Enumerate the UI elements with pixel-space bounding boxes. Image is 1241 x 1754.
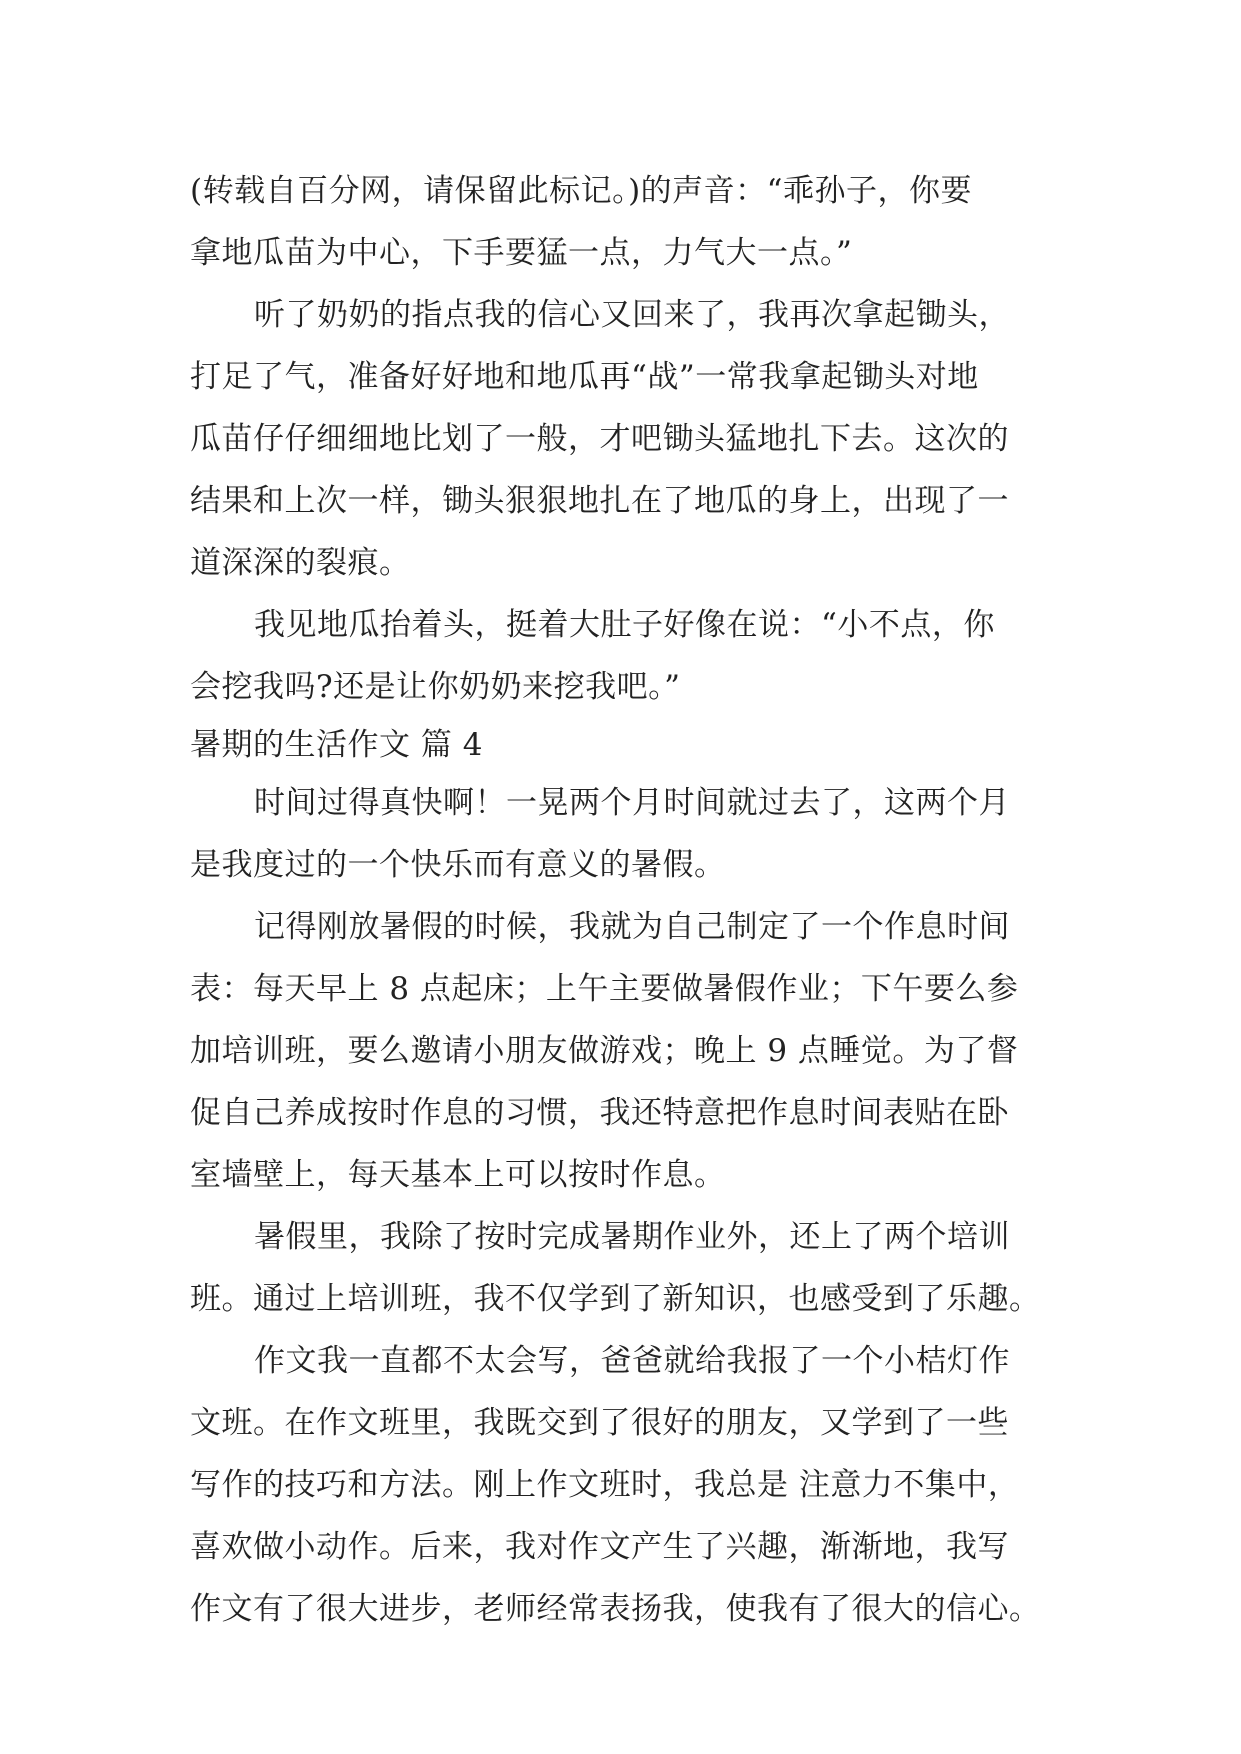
text-line: (转载自百分网，请保留此标记。)的声音：“乖孙子，你要 bbox=[190, 173, 973, 209]
text-line: 班。通过上培训班，我不仅学到了新知识，也感受到了乐趣。 bbox=[190, 1281, 1041, 1317]
text-line: 道深深的裂痕。 bbox=[190, 545, 411, 581]
text-line: 写作的技巧和方法。刚上作文班时，我总是 注意力不集中， bbox=[190, 1467, 1020, 1503]
paragraph-start-line: 我见地瓜抬着头，挺着大肚子好像在说：“小不点，你 bbox=[254, 607, 995, 643]
text-line: 是我度过的一个快乐而有意义的暑假。 bbox=[190, 847, 726, 883]
text-line: 拿地瓜苗为中心，下手要猛一点，力气大一点。” bbox=[190, 235, 853, 271]
text-line: 表：每天早上 8 点起床；上午主要做暑假作业；下午要么参 bbox=[190, 971, 1019, 1007]
paragraph-start-line: 时间过得真快啊！一晃两个月时间就过去了，这两个月 bbox=[254, 785, 1010, 821]
text-line: 文班。在作文班里，我既交到了很好的朋友，又学到了一些 bbox=[190, 1405, 1009, 1441]
section-heading: 暑期的生活作文 篇 4 bbox=[190, 727, 483, 763]
text-line: 打足了气，准备好好地和地瓜再“战”一常我拿起锄头对地 bbox=[190, 359, 979, 395]
paragraph-start-line: 作文我一直都不太会写，爸爸就给我报了一个小桔灯作 bbox=[254, 1343, 1010, 1379]
text-line: 喜欢做小动作。后来，我对作文产生了兴趣，渐渐地，我写 bbox=[190, 1529, 1009, 1565]
paragraph-start-line: 听了奶奶的指点我的信心又回来了，我再次拿起锄头， bbox=[254, 297, 1010, 333]
text-line: 会挖我吗?还是让你奶奶来挖我吧。” bbox=[190, 669, 681, 705]
paragraph-start-line: 记得刚放暑假的时候，我就为自己制定了一个作息时间 bbox=[254, 909, 1010, 945]
text-line: 促自己养成按时作息的习惯，我还特意把作息时间表贴在卧 bbox=[190, 1095, 1009, 1131]
document-body bbox=[190, 160, 1060, 1640]
text-line: 室墙壁上，每天基本上可以按时作息。 bbox=[190, 1157, 726, 1193]
text-line: 结果和上次一样，锄头狠狠地扎在了地瓜的身上，出现了一 bbox=[190, 483, 1009, 519]
text-line: 作文有了很大进步，老师经常表扬我，使我有了很大的信心。 bbox=[190, 1591, 1041, 1627]
paragraph-start-line: 暑假里，我除了按时完成暑期作业外，还上了两个培训 bbox=[254, 1219, 1010, 1255]
text-line: 瓜苗仔仔细细地比划了一般，才吧锄头猛地扎下去。这次的 bbox=[190, 421, 1009, 457]
text-line: 加培训班，要么邀请小朋友做游戏；晚上 9 点睡觉。为了督 bbox=[190, 1033, 1019, 1069]
